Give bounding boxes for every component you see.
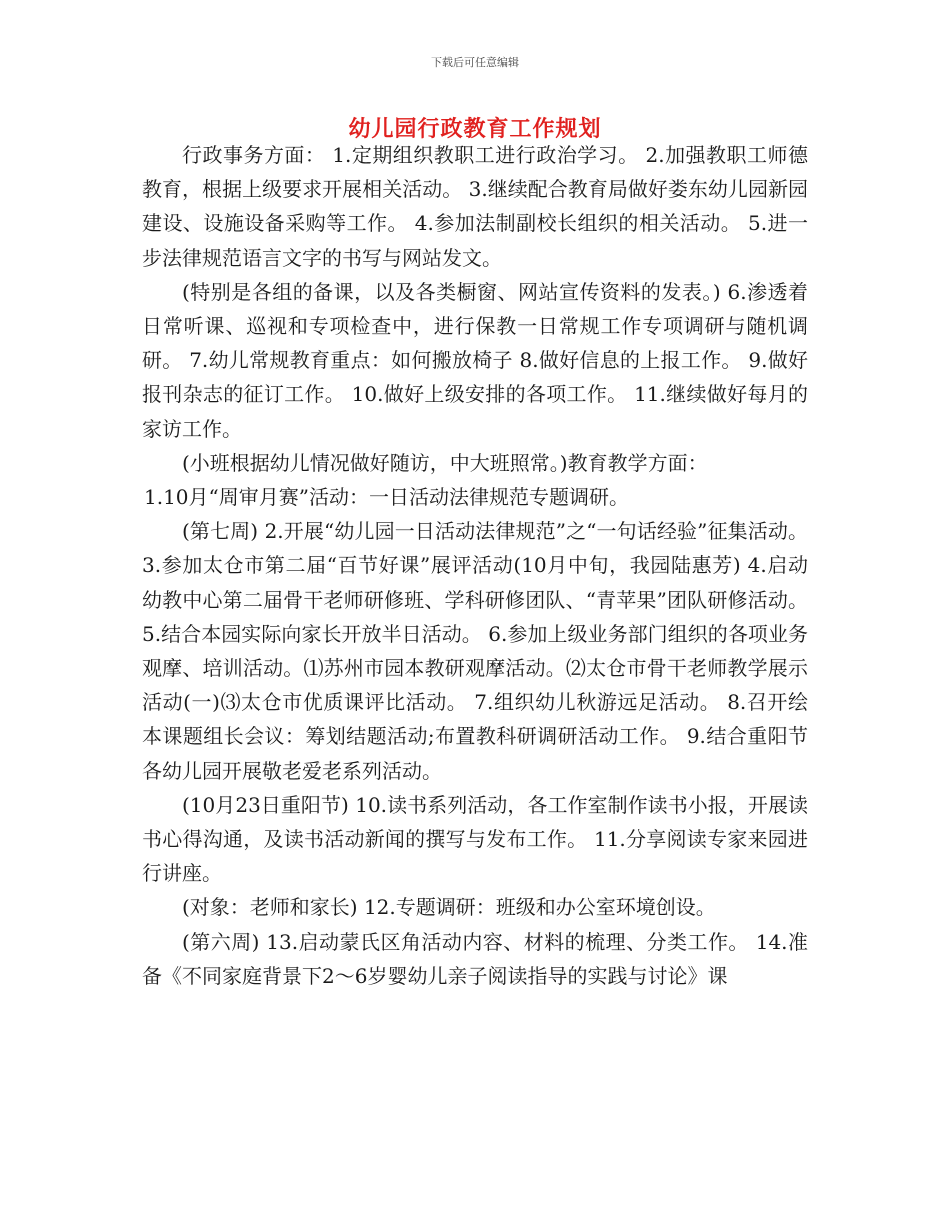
- paragraph: (特别是各组的备课，以及各类橱窗、网站宣传资料的发表。) 6.渗透着日常听课、巡视和专项检查中，进行保教一日常规工作专项调研与随机调研。 7.幼儿常规教育重点：如何搬放椅子 8.做好信息的上报工作。 9.做好报刊杂志的征订工作。 10.做好上级安排的各项工作。 11.继续做好每月的家访工作。: [142, 279, 808, 441]
- paragraph: (对象：老师和家长) 12.专题调研：班级和办公室环境创设。: [182, 895, 716, 920]
- paragraph: (第七周) 2.开展“幼儿园一日活动法律规范”之“一句话经验”征集活动。 3.参加太仓市第二届“百节好课”展评活动(10月中旬，我园陆惠芳) 4.启动幼教中心第二届骨干老师研修班、学科研修团队、“青苹果”团队研修活动。 5.结合本园实际向家长开放半日活动。 6.参加上级业务部门组织的各项业务观摩、培训活动。⑴苏州市园本教研观摩活动。⑵太仓市骨干老师教学展示活动(一)⑶太仓市优质课评比活动。 7.组织幼儿秋游远足活动。 8.召开绘本课题组长会议：筹划结题活动;布置教科研调研活动工作。 9.结合重阳节各幼儿园开展敬老爱老系列活动。: [142, 519, 808, 783]
- paragraph: (第六周) 13.启动蒙氏区角活动内容、材料的梳理、分类工作。 14.准备《不同家庭背景下2～6岁婴幼儿亲子阅读指导的实践与讨论》课: [142, 929, 808, 988]
- paragraph: (10月23日重阳节) 10.读书系列活动，各工作室制作读书小报，开展读书心得沟通，及读书活动新闻的撰写与发布工作。 11.分享阅读专家来园进行讲座。: [142, 792, 808, 886]
- document-body: [142, 138, 808, 993]
- header-note: 下载后可任意编辑: [431, 56, 519, 69]
- paragraph: 行政事务方面： 1.定期组织教职工进行政治学习。 2.加强教职工师德教育，根据上级要求开展相关活动。 3.继续配合教育局做好娄东幼儿园新园建设、设施设备采购等工作。 4.参加法制副校长组织的相关活动。 5.进一步法律规范语言文字的书写与网站发文。: [142, 143, 808, 270]
- paragraph: (小班根据幼儿情况做好随访，中大班照常。)教育教学方面：: [182, 450, 708, 475]
- paragraph: 1.10月“周审月赛”活动：一日活动法律规范专题调研。: [144, 485, 629, 510]
- document-title: 幼儿园行政教育工作规划: [348, 116, 602, 142]
